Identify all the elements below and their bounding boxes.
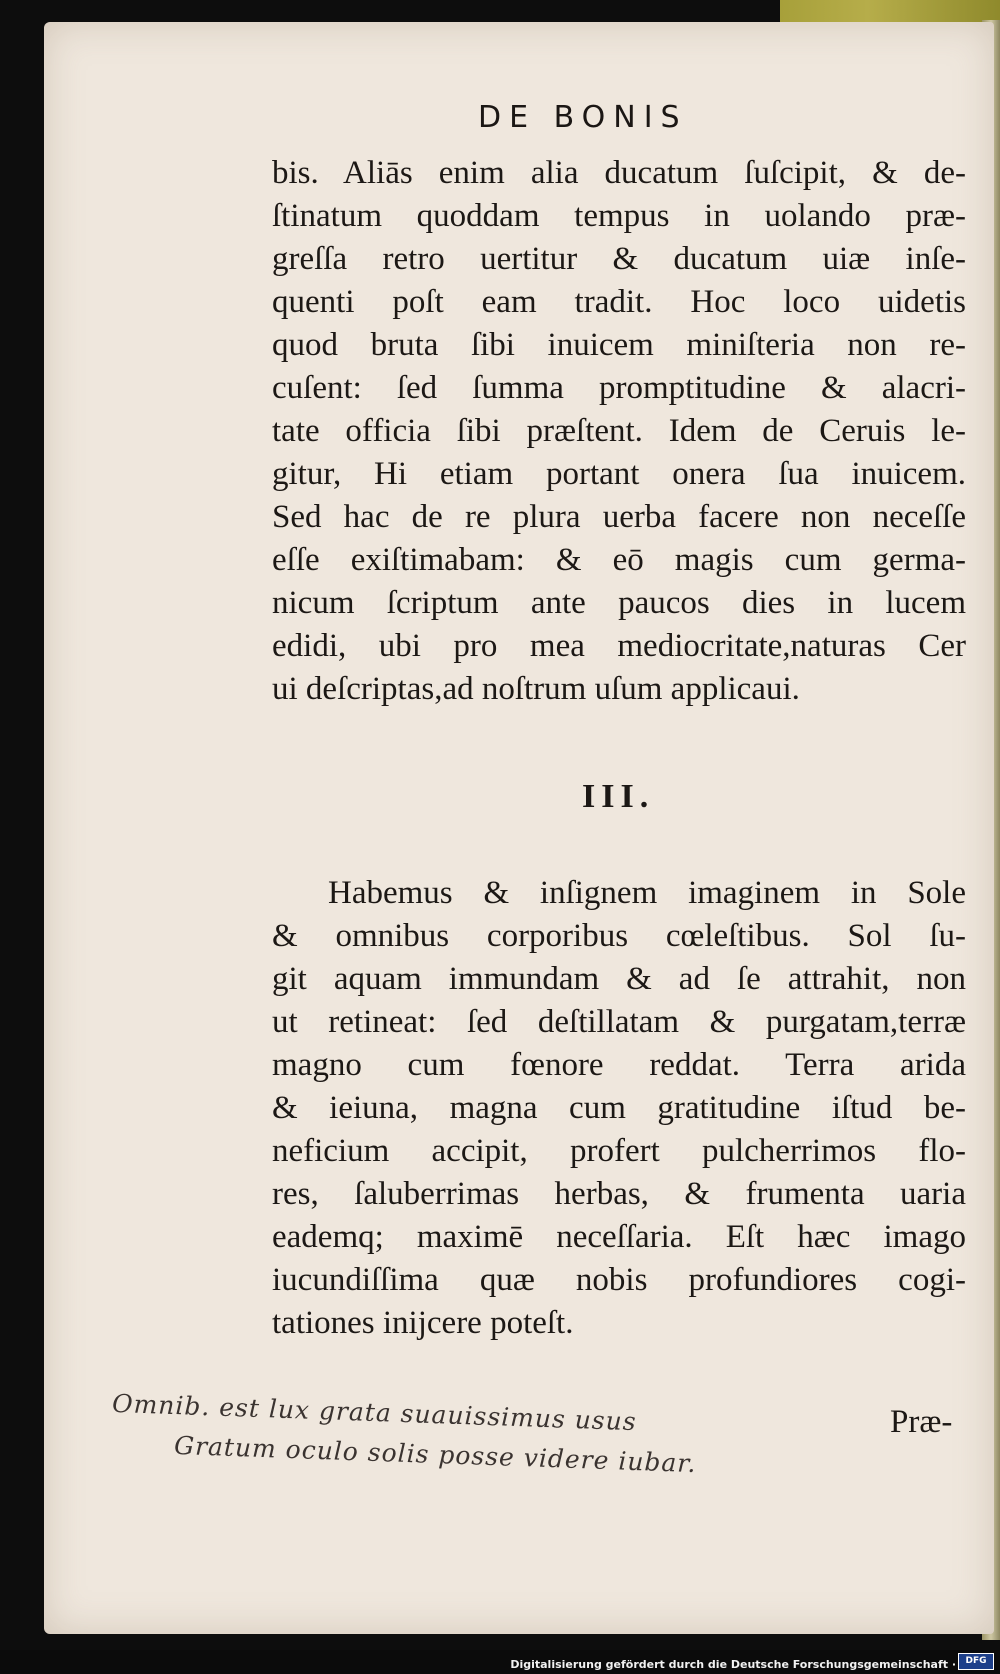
text-line: git aquam immundam & ad ſe attrahit, non [272, 961, 966, 997]
text-line: iucundiſſima quæ nobis profundiores cogi- [272, 1262, 966, 1298]
text-line: & ieiuna, magna cum gratitudine iſtud be- [272, 1090, 966, 1126]
catchword: Præ- [890, 1404, 953, 1440]
running-head: DE BONIS [478, 100, 688, 135]
text-line: quenti poſt eam tradit. Hoc loco uidetis [272, 284, 966, 320]
text-line: cuſent: ſed ſumma promptitudine & alacri- [272, 370, 966, 406]
text-line: res, ſaluberrimas herbas, & frumenta uaria [272, 1176, 966, 1212]
text-line: gitur, Hi etiam portant onera ſua inuicem. [272, 456, 966, 492]
text-line: greſſa retro uertitur & ducatum uiæ inſe- [272, 241, 966, 277]
digitization-credit: Digitalisierung gefördert durch die Deutsche Forschungsgemeinschaft · [510, 1658, 956, 1671]
text-line: Sed hac de re plura uerba facere non neceſſe [272, 499, 966, 535]
handwritten-note-line: Omnib. est lux grata suauissimus usus [111, 1388, 638, 1437]
text-line: edidi, ubi pro mea mediocritate,naturas Cer [272, 628, 966, 664]
text-line: eſſe exiſtimabam: & eō magis cum germa- [272, 542, 966, 578]
text-line: quod bruta ſibi inuicem miniſteria non re- [272, 327, 966, 363]
section-number: III. [582, 778, 655, 815]
text-line: magno cum fœnore reddat. Terra arida [272, 1047, 966, 1083]
text-line: tationes inijcere poteſt. [272, 1305, 574, 1341]
text-line: & omnibus corporibus cœleſtibus. Sol ſu- [272, 918, 966, 954]
text-line: nicum ſcriptum ante paucos dies in lucem [272, 585, 966, 621]
text-line: bis. Aliās enim alia ducatum ſuſcipit, & de- [272, 155, 966, 191]
paragraph-2 [272, 872, 966, 1345]
text-line: Habemus & inſignem imaginem in Sole [328, 875, 966, 911]
text-line: ſtinatum quoddam tempus in uolando præ- [272, 198, 966, 234]
text-line: ui deſcriptas,ad noſtrum uſum applicaui. [272, 671, 800, 707]
text-line: neficium accipit, profert pulcherrimos flo- [272, 1133, 966, 1169]
text-line: tate officia ſibi præſtent. Idem de Ceruis le- [272, 413, 966, 449]
text-line: ut retineat: ſed deſtillatam & purgatam,terræ [272, 1004, 966, 1040]
dfg-logo: DFG [958, 1653, 994, 1670]
handwritten-note-line: Gratum oculo solis posse videre iubar. [173, 1430, 698, 1479]
text-line: eademq; maximē neceſſaria. Eſt hæc imago [272, 1219, 966, 1255]
paragraph-1 [272, 152, 966, 711]
